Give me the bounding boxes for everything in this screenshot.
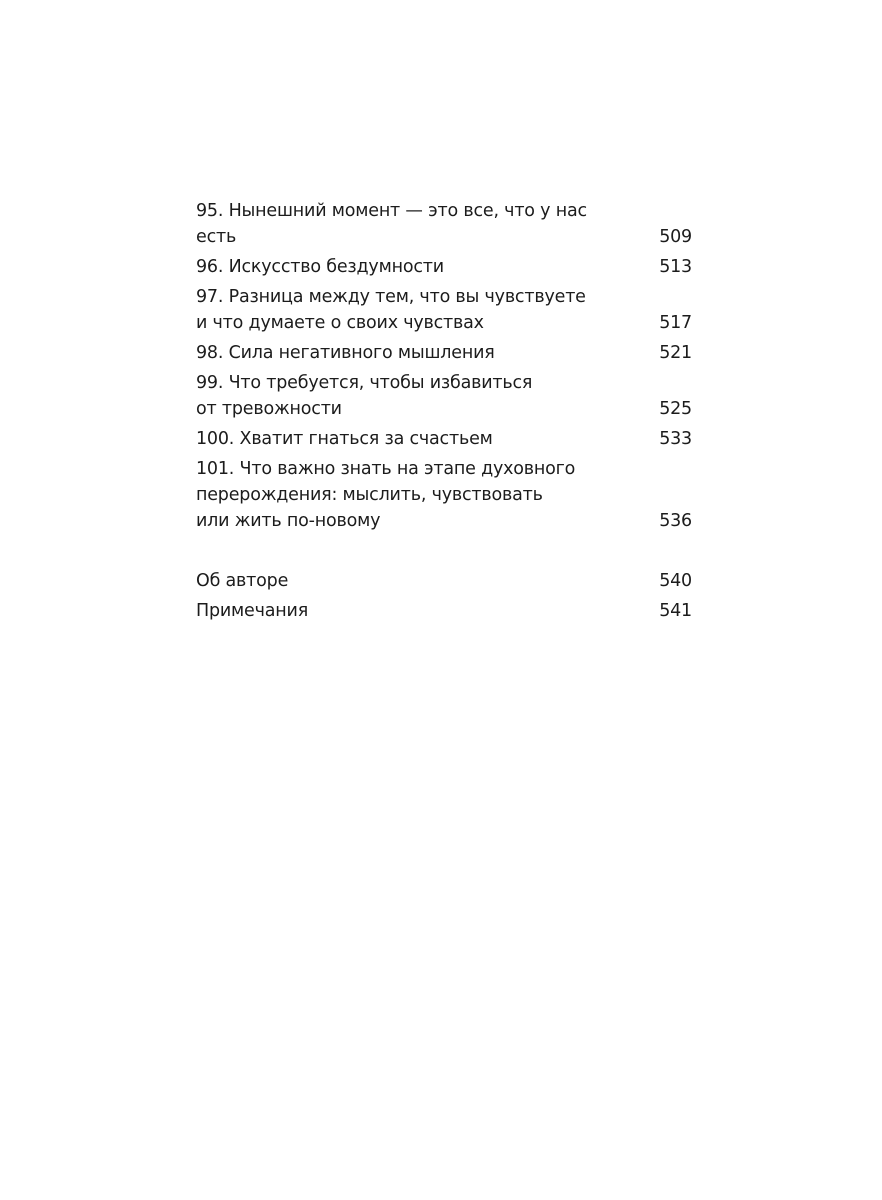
toc-entry-100[interactable]	[196, 426, 692, 452]
toc-entry-title: 99. Что требуется, чтобы избавиться от тревожности	[196, 373, 533, 419]
toc-entry-page: 517	[659, 313, 692, 333]
toc-entry-notes[interactable]	[196, 598, 692, 624]
toc-entry-title: 96. Искусство бездумности	[196, 257, 444, 277]
toc-entry-page: 509	[659, 227, 692, 247]
toc-entry-101[interactable]	[196, 456, 692, 534]
toc-entry-title: Примечания	[196, 601, 309, 621]
toc-entry-page: 541	[659, 601, 692, 621]
toc-entry-title: 100. Хватит гнаться за счастьем	[196, 429, 493, 449]
toc-entry-title: 98. Сила негативного мышления	[196, 343, 495, 363]
toc-entry-97[interactable]	[196, 284, 692, 336]
toc-entry-page: 521	[659, 343, 692, 363]
section-spacer	[196, 538, 692, 568]
toc-entry-98[interactable]	[196, 340, 692, 366]
toc-entry-title: 95. Нынешний момент — это все, что у нас есть	[196, 201, 587, 247]
toc-entry-95[interactable]	[196, 198, 692, 250]
toc-entry-page: 533	[659, 429, 692, 449]
toc-entry-page: 513	[659, 257, 692, 277]
toc-entry-page: 540	[659, 571, 692, 591]
toc-entry-title: 101. Что важно знать на этапе духовного перерождения: мыслить, чувствовать или жить по-новому	[196, 459, 576, 531]
toc-entry-page: 536	[659, 511, 692, 531]
toc-entry-title: 97. Разница между тем, что вы чувствуете и что думаете о своих чувствах	[196, 287, 586, 333]
toc-entry-about-author[interactable]	[196, 568, 692, 594]
toc-entry-99[interactable]	[196, 370, 692, 422]
toc-entry-96[interactable]	[196, 254, 692, 280]
toc-entry-title: Об авторе	[196, 571, 289, 591]
table-of-contents	[196, 198, 692, 628]
toc-entry-page: 525	[659, 399, 692, 419]
